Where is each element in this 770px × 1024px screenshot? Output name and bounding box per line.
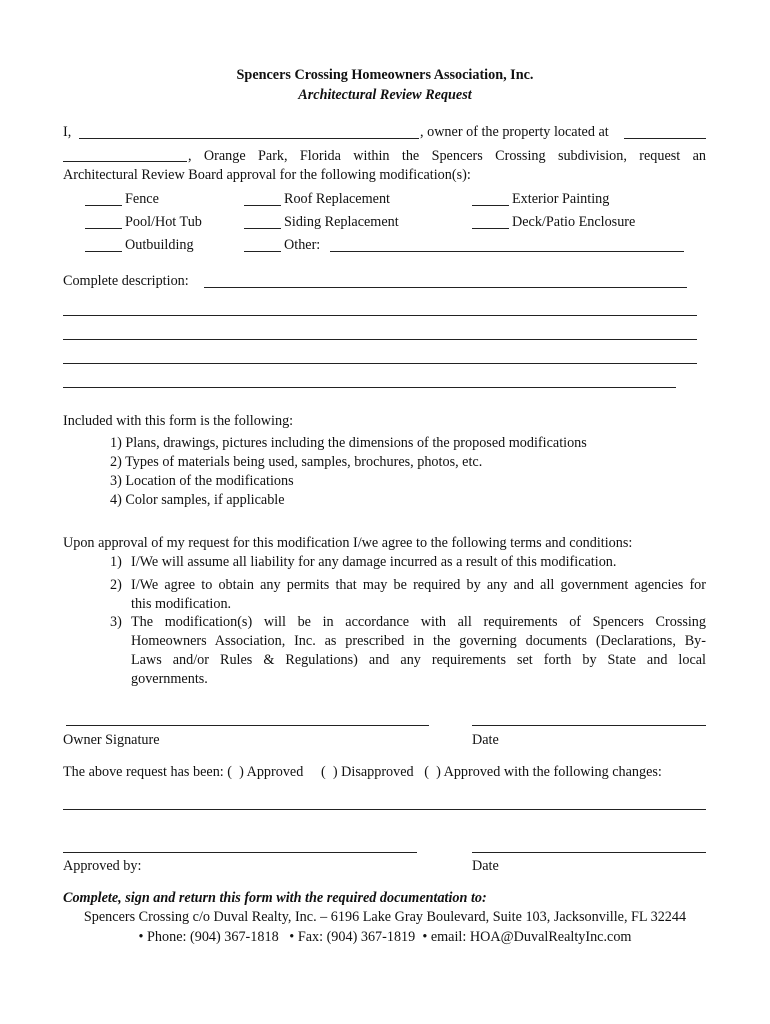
term-3-line-3: Laws and/or Rules & Regulations) and any requirements set forth by State and local — [131, 652, 706, 668]
owner-signature-field[interactable] — [66, 725, 429, 726]
approval-changes-field[interactable] — [63, 809, 706, 810]
pool-checkline[interactable] — [85, 228, 122, 229]
roof-checkline[interactable] — [244, 205, 281, 206]
other-checkline[interactable] — [244, 251, 281, 252]
term-1-number: 1) — [110, 554, 122, 570]
included-item: 2) Types of materials being used, samples, brochures, photos, etc. — [110, 454, 483, 470]
form-title: Spencers Crossing Homeowners Association, Inc. — [236, 67, 534, 83]
outbuilding-checkline[interactable] — [85, 251, 122, 252]
approval-date-label: Date — [472, 858, 499, 874]
owner-date-label: Date — [472, 732, 499, 748]
siding-checkline[interactable] — [244, 228, 281, 229]
option-roof: Roof Replacement — [284, 191, 390, 207]
property-address-field-start[interactable] — [624, 138, 706, 139]
option-fence: Fence — [125, 191, 159, 207]
terms-heading: Upon approval of my request for this modification I/we agree to the following terms and conditions: — [63, 535, 633, 551]
term-1-text: I/We will assume all liability for any damage incurred as a result of this modification. — [131, 554, 617, 570]
description-field-line-2[interactable] — [63, 315, 697, 316]
approval-status-line: The above request has been: ( ) Approved ( ) Disapproved ( ) Approved with the following changes: — [63, 764, 662, 780]
form-subtitle: Architectural Review Request — [298, 87, 472, 103]
term-2-line-2: this modification. — [131, 596, 232, 612]
included-item: 1) Plans, drawings, pictures including the dimensions of the proposed modifications — [110, 435, 587, 451]
term-3-number: 3) — [110, 614, 122, 630]
owner-date-field[interactable] — [472, 725, 706, 726]
included-item: 3) Location of the modifications — [110, 473, 294, 489]
intro-line-2: , Orange Park, Florida within the Spencers Crossing subdivision, request an — [188, 148, 706, 164]
term-3-line-1: The modification(s) will be in accordance with all requirements of Spencers Crossing — [131, 614, 706, 630]
intro-line-3: Architectural Review Board approval for the following modification(s): — [63, 167, 471, 183]
approved-by-label: Approved by: — [63, 858, 142, 874]
term-2-line-1: I/We agree to obtain any permits that may be required by any and all government agencies for — [131, 577, 706, 593]
description-field-line-3[interactable] — [63, 339, 697, 340]
description-field-line-1[interactable] — [204, 287, 687, 288]
deck-checkline[interactable] — [472, 228, 509, 229]
option-painting: Exterior Painting — [512, 191, 610, 207]
painting-checkline[interactable] — [472, 205, 509, 206]
option-other: Other: — [284, 237, 321, 253]
option-deck: Deck/Patio Enclosure — [512, 214, 636, 230]
description-label: Complete description: — [63, 273, 189, 289]
description-field-line-5[interactable] — [63, 387, 676, 388]
option-pool: Pool/Hot Tub — [125, 214, 202, 230]
included-heading: Included with this form is the following: — [63, 413, 294, 429]
other-description-field[interactable] — [330, 251, 684, 252]
intro-owner-of-text: , owner of the property located at — [420, 124, 609, 140]
term-2-number: 2) — [110, 577, 122, 593]
owner-name-field[interactable] — [79, 138, 419, 139]
term-3-line-4: governments. — [131, 671, 208, 687]
included-item: 4) Color samples, if applicable — [110, 492, 285, 508]
property-address-field-end[interactable] — [63, 161, 187, 162]
approval-date-field[interactable] — [472, 852, 706, 853]
term-3-line-2: Homeowners Association, Inc. as prescribed in the governing documents (Declarations, By- — [131, 633, 706, 649]
option-outbuilding: Outbuilding — [125, 237, 194, 253]
owner-signature-label: Owner Signature — [63, 732, 160, 748]
description-field-line-4[interactable] — [63, 363, 697, 364]
approved-by-signature-field[interactable] — [63, 852, 417, 853]
option-siding: Siding Replacement — [284, 214, 399, 230]
footer-instruction: Complete, sign and return this form with the required documentation to: — [63, 890, 487, 906]
footer-contact: • Phone: (904) 367-1818 • Fax: (904) 367-1819 • email: HOA@DuvalRealtyInc.com — [138, 929, 632, 945]
intro-i-prefix: I, — [63, 124, 72, 140]
fence-checkline[interactable] — [85, 205, 122, 206]
footer-address: Spencers Crossing c/o Duval Realty, Inc. – 6196 Lake Gray Boulevard, Suite 103, Jacksonville, FL 32244 — [83, 909, 687, 925]
